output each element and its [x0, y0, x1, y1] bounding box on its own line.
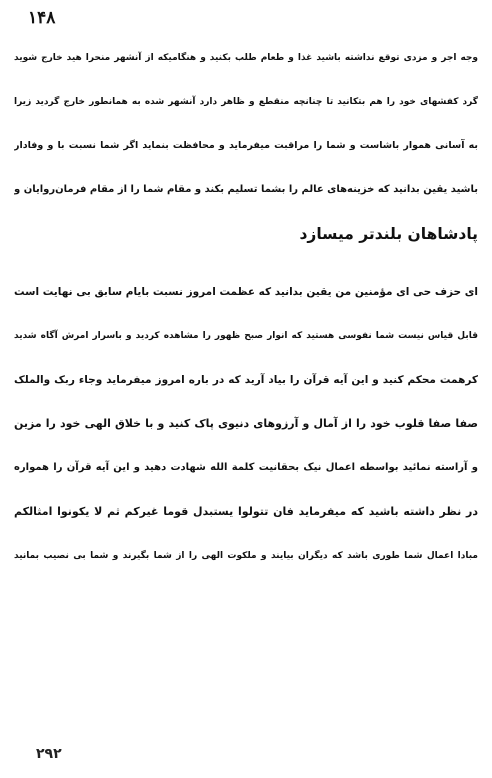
text-line: گرد کفشهای خود را هم بتکانید تا چنانچه منقطع و ظاهر دارد آنشهر شده به همانطور خارج گردید زیرا — [14, 97, 478, 107]
text-line: کرهمت محکم کنید و این آیه قرآن را بیاد آرید که در باره امروز میفرماید وجاء ربک والملک — [14, 374, 478, 386]
text-line: در نظر داشته باشید که میفرماید فان تتولوا یستبدل قوما غیرکم ثم لا یکونوا امثالکم — [14, 505, 478, 518]
marginal-note: ۲۹۲ — [36, 746, 62, 762]
text-line: قابل قیاس نیست شما نفوسی هستید که انوار صبح ظهور را مشاهده کردید و باسرار امرش آگاه شدید — [14, 331, 478, 341]
paragraph-2 — [14, 270, 478, 578]
paragraph-1 — [14, 36, 478, 256]
text-line: باشید یقین بدانید که خزینه‌های عالم را بشما تسلیم بکند و مقام شما را از مقام فرمان‌روایان و — [14, 184, 478, 195]
page-number: ۱۴۸ — [28, 8, 56, 28]
text-line: ای حزف حی ای مؤمنین من یقین بدانید که عظمت امروز نسبت بایام سابق بی نهایت است — [14, 286, 478, 298]
paragraph-gap — [14, 256, 478, 270]
body-text — [14, 36, 478, 578]
text-line: مبادا اعمال شما طوری باشد که دیگران بیایند و ملکوت الهی را از شما بگیرند و شما بی نصیب بمانید — [14, 551, 478, 561]
text-line: به آسانی هموار باشاست و شما را مراقبت میفرماید و محافظت بنماید اگر شما نسبت با و وفادار — [14, 140, 478, 151]
text-line: وجه اجر و مزدی توقع نداشته باشید غذا و طعام طلب بکنید و هنگامیکه از آنشهر منحرا هید خارج شوید — [14, 53, 478, 63]
text-line: پادشاهان بلندتر میسازد — [299, 225, 478, 243]
text-line: صفا صفا قلوب خود را از آمال و آرزوهای دنیوی پاک کنید و با خلاق الهی خود را مزین — [14, 417, 478, 430]
text-line: و آراسته نمائید بواسطه اعمال نیک بحقانیت کلمة الله شهادت دهید و این آیه قرآن را همواره — [14, 462, 478, 473]
